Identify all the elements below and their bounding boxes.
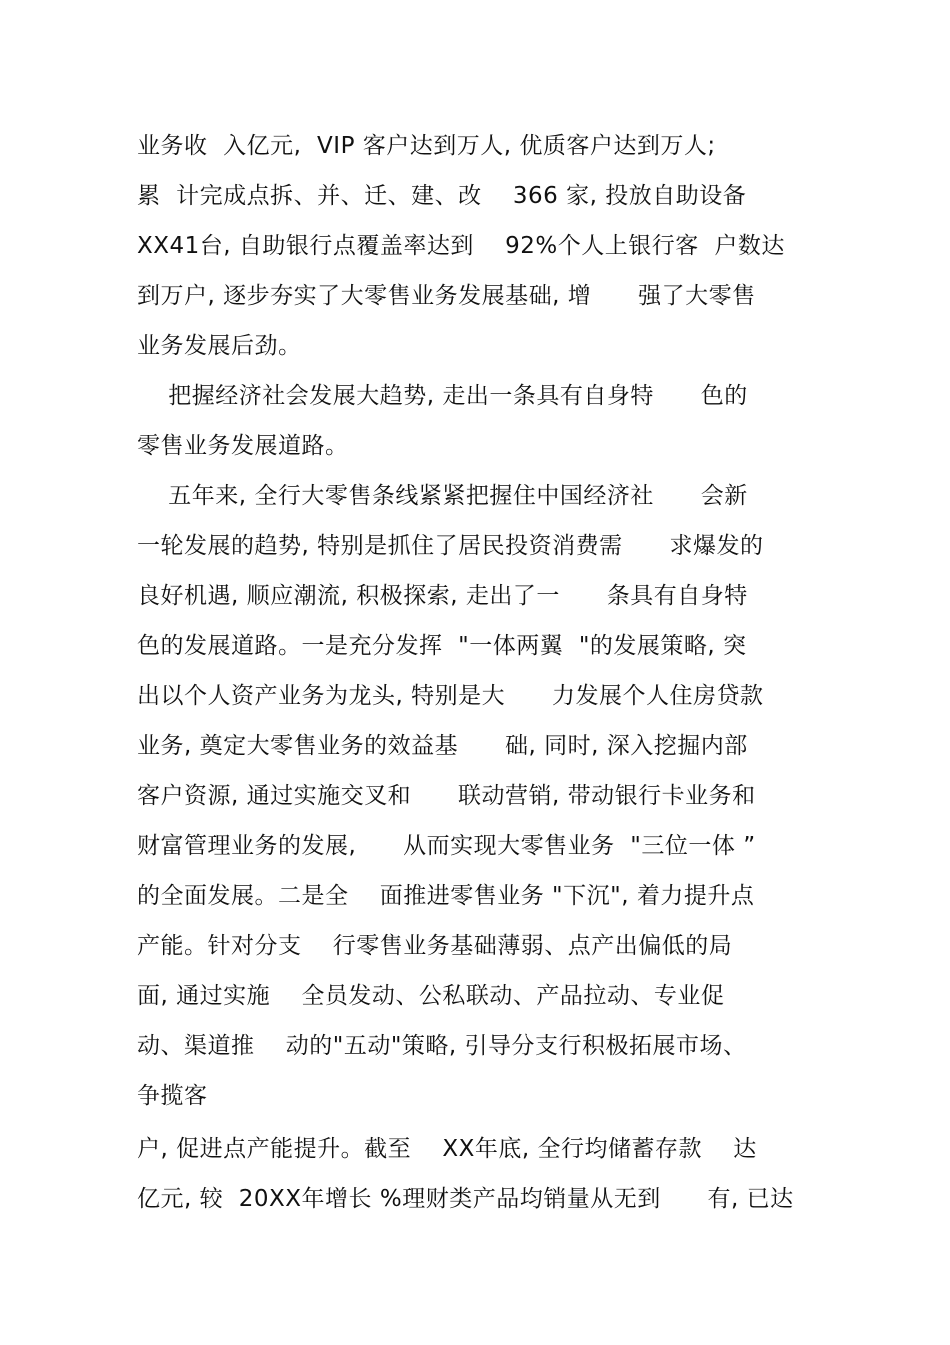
paragraph-heading: 把握经济社会发展大趋势, 走出一条具有自身特 色的	[137, 383, 748, 409]
text-line: 累 计完成点拆、并、迁、建、改 366 家, 投放自助设备	[137, 183, 747, 209]
text-line: 产能。针对分支 行零售业务基础薄弱、点产出偏低的局	[137, 933, 733, 959]
text-line: 业务收 入亿元, VIP 客户达到万人, 优质客户达到万人;	[137, 133, 716, 159]
text-line: 到万户, 逐步夯实了大零售业务发展基础, 增 强了大零售	[137, 283, 756, 309]
text-line: 的全面发展。二是全 面推进零售业务 "下沉", 着力提升点	[137, 883, 755, 909]
text-line: 客户资源, 通过实施交叉和 联动营销, 带动银行卡业务和	[137, 783, 756, 809]
text-line: 出以个人资产业务为龙头, 特别是大 力发展个人住房贷款	[137, 683, 764, 709]
text-line: 业务发展后劲。	[137, 333, 302, 359]
text-line: 动、渠道推 动的"五动"策略, 引导分支行积极拓展市场、	[137, 1033, 747, 1059]
text-line: XX41台, 自助银行点覆盖率达到 92%个人上银行客 户数达	[137, 233, 785, 259]
text-line: 一轮发展的趋势, 特别是抓住了居民投资消费需 求爆发的	[137, 533, 764, 559]
text-line: 良好机遇, 顺应潮流, 积极探索, 走出了一 条具有自身特	[137, 583, 748, 609]
text-line: 面, 通过实施 全员发动、公私联动、产品拉动、专业促	[137, 983, 725, 1009]
text-line: 户, 促进点产能提升。截至 XX年底, 全行均储蓄存款 达	[137, 1136, 757, 1162]
text-line: 财富管理业务的发展, 从而实现大零售业务 "三位一体 ”	[137, 833, 756, 859]
paragraph-heading: 零售业务发展道路。	[137, 433, 349, 459]
text-line: 色的发展道路。一是充分发挥 "一体两翼 "的发展策略, 突	[137, 633, 747, 659]
text-line: 亿元, 较 20XX年增长 %理财类产品均销量从无到 有, 已达	[137, 1186, 794, 1212]
text-line: 五年来, 全行大零售条线紧紧把握住中国经济社 会新	[137, 483, 748, 509]
text-line: 业务, 奠定大零售业务的效益基 础, 同时, 深入挖掘内部	[137, 733, 748, 759]
text-line: 争揽客	[137, 1083, 208, 1109]
